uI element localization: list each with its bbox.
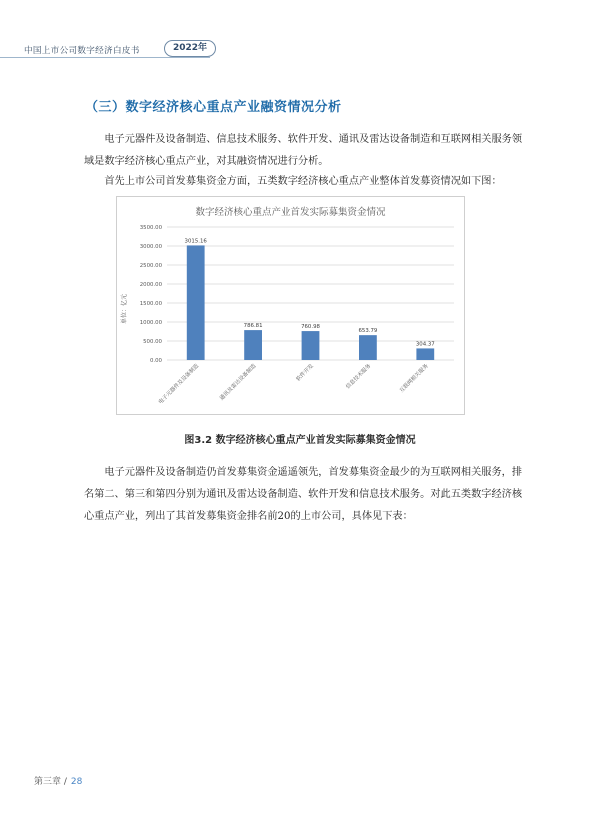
x-category-label: 信息技术服务 <box>345 363 373 391</box>
bar-value-label: 760.98 <box>301 324 320 331</box>
y-tick-label: 500.00 <box>143 339 162 345</box>
chart-title: 数字经济核心重点产业首发实际募集资金情况 <box>195 207 386 218</box>
paragraph-analysis: 电子元器件及设备制造仍首发募集资金遥遥领先，首发募集资金最少的为互联网相关服务，排名第二、第三和第四分别为通讯及雷达设备制造、软件开发和信息技术服务。对此五类数字经济核心重点产业，列出了其首发募集资金排名前20的上市公司，具体见下表： <box>84 467 523 522</box>
bar <box>359 335 377 360</box>
paragraph-intro: 电子元器件及设备制造、信息技术服务、软件开发、通讯及雷达设备制造和互联网相关服务领域是数字经济核心重点产业，对其融资情况进行分析。 <box>84 134 523 167</box>
header-rule <box>0 57 210 58</box>
bar-value-label: 3015.16 <box>184 238 207 245</box>
header-title: 中国上市公司数字经济白皮书 <box>24 46 140 56</box>
y-tick-label: 3000.00 <box>139 244 162 250</box>
x-category-label: 软件开发 <box>295 363 315 383</box>
header-year-badge: 2022年 <box>164 40 216 57</box>
bar-value-label: 653.79 <box>358 328 378 335</box>
paragraph-lead: 首先上市公司首发募集资金方面，五类数字经济核心重点产业整体首发募资情况如下图： <box>84 176 502 187</box>
page-footer <box>34 774 82 787</box>
footer-page-number: 28 <box>70 777 83 787</box>
x-category-label: 互联网相关服务 <box>398 363 430 395</box>
y-tick-label: 1500.00 <box>139 301 162 307</box>
y-tick-label: 3500.00 <box>139 225 162 231</box>
bar-value-label: 786.81 <box>243 323 263 330</box>
bar <box>416 348 434 360</box>
y-tick-label: 2000.00 <box>139 282 162 288</box>
bar <box>187 245 205 360</box>
bar-value-label: 304.37 <box>415 341 435 348</box>
y-tick-label: 1000.00 <box>139 320 162 326</box>
section-title: （三）数字经济核心重点产业融资情况分析 <box>85 100 342 115</box>
chart-svg <box>117 197 464 414</box>
footer-chapter: 第三章 / <box>34 777 67 787</box>
x-category-label: 电子元器件及设备制造 <box>157 363 201 406</box>
page-header <box>0 38 600 62</box>
chart-y-axis-label: 单位：亿元 <box>121 293 128 325</box>
bar <box>302 331 320 360</box>
bar <box>244 330 262 360</box>
y-tick-label: 2500.00 <box>139 263 162 269</box>
x-category-label: 通讯及雷达设备制造 <box>218 363 258 402</box>
y-tick-label: 0.00 <box>149 358 162 364</box>
bar-chart <box>116 196 465 415</box>
figure-caption: 图3.2 数字经济核心重点产业首发实际募集资金情况 <box>184 435 416 446</box>
